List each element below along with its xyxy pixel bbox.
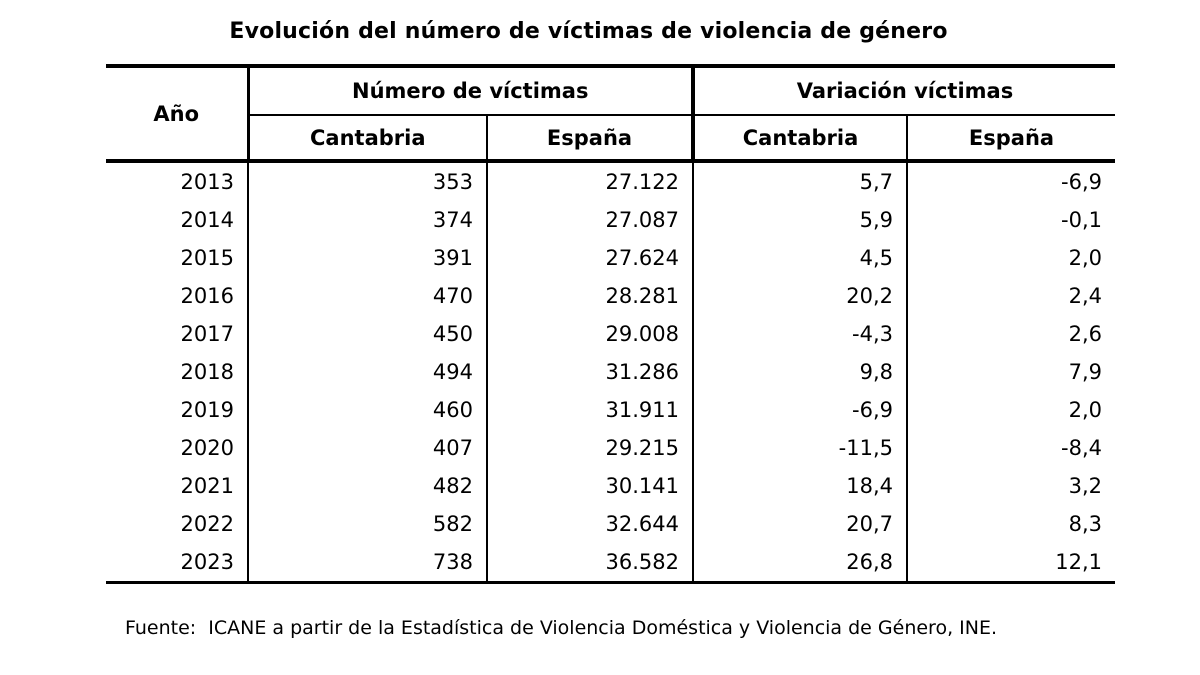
variacion-espana-cell: 3,2 — [907, 467, 1115, 505]
variacion-cantabria-cell: 9,8 — [693, 353, 907, 391]
variacion-cantabria-cell: 4,5 — [693, 239, 907, 277]
victims-table — [106, 64, 1115, 584]
table-row — [106, 467, 1115, 505]
table-header — [106, 66, 1115, 161]
variacion-espana-cell: 2,0 — [907, 239, 1115, 277]
variacion-espana-cell: 2,4 — [907, 277, 1115, 315]
variacion-cantabria-cell: -6,9 — [693, 391, 907, 429]
numero-espana-cell: 29.215 — [487, 429, 693, 467]
table-row — [106, 353, 1115, 391]
variacion-espana-cell: 7,9 — [907, 353, 1115, 391]
numero-espana-cell: 27.624 — [487, 239, 693, 277]
variacion-espana-cell: 2,6 — [907, 315, 1115, 353]
numero-cantabria-cell: 470 — [432, 284, 473, 308]
variacion-espana-cell: -0,1 — [907, 201, 1115, 239]
variacion-espana-cell: 2,0 — [907, 391, 1115, 429]
year-cell: 2019 — [106, 391, 248, 429]
numero-cantabria-cell: 407 — [432, 436, 473, 460]
numero-cantabria-cell: 450 — [432, 322, 473, 346]
subheader-variacion-cantabria: Cantabria — [693, 115, 907, 161]
numero-cantabria-cell: 738 — [432, 550, 473, 574]
chart-title: Evolución del número de víctimas de violencia de género — [229, 19, 948, 44]
variacion-cantabria-cell: -11,5 — [693, 429, 907, 467]
variacion-espana-cell: 8,3 — [907, 505, 1115, 543]
numero-cantabria-cell: 482 — [432, 474, 473, 498]
numero-espana-cell: 31.286 — [487, 353, 693, 391]
year-cell: 2021 — [106, 467, 248, 505]
numero-espana-cell: 27.087 — [487, 201, 693, 239]
header-group-numero-victimas: Número de víctimas — [248, 66, 693, 115]
numero-cantabria-cell: 582 — [432, 512, 473, 536]
numero-cantabria-cell: 460 — [432, 398, 473, 422]
subheader-numero-cantabria: Cantabria — [248, 115, 487, 161]
numero-cantabria-cell: 494 — [432, 360, 473, 384]
year-cell: 2014 — [106, 201, 248, 239]
table-row — [106, 391, 1115, 429]
year-cell: 2022 — [106, 505, 248, 543]
table-row — [106, 277, 1115, 315]
source-note: Fuente: ICANE a partir de la Estadística de Violencia Doméstica y Violencia de Género, INE. — [125, 617, 998, 639]
year-cell: 2020 — [106, 429, 248, 467]
year-cell: 2023 — [106, 543, 248, 583]
table-body — [106, 161, 1115, 583]
year-cell: 2018 — [106, 353, 248, 391]
year-cell: 2013 — [106, 161, 248, 201]
numero-espana-cell: 36.582 — [487, 543, 693, 583]
table-row — [106, 543, 1115, 583]
year-cell: 2017 — [106, 315, 248, 353]
numero-cantabria-cell: 374 — [432, 208, 473, 232]
table-row — [106, 429, 1115, 467]
numero-espana-cell: 31.911 — [487, 391, 693, 429]
variacion-cantabria-cell: 26,8 — [693, 543, 907, 583]
subheader-variacion-espana: España — [907, 115, 1115, 161]
variacion-cantabria-cell: 18,4 — [693, 467, 907, 505]
numero-cantabria-cell: 353 — [432, 170, 473, 194]
table-row — [106, 505, 1115, 543]
variacion-espana-cell: -8,4 — [907, 429, 1115, 467]
table-row — [106, 161, 1115, 201]
variacion-espana-cell: 12,1 — [907, 543, 1115, 583]
table-row — [106, 201, 1115, 239]
header-group-variacion-victimas: Variación víctimas — [693, 66, 1115, 115]
variacion-cantabria-cell: 5,7 — [693, 161, 907, 201]
header-year: Año — [106, 66, 248, 161]
year-cell: 2016 — [106, 277, 248, 315]
variacion-cantabria-cell: 5,9 — [693, 201, 907, 239]
numero-cantabria-cell: 391 — [432, 246, 473, 270]
numero-espana-cell: 27.122 — [487, 161, 693, 201]
table-row — [106, 315, 1115, 353]
table-row — [106, 239, 1115, 277]
variacion-cantabria-cell: 20,7 — [693, 505, 907, 543]
variacion-cantabria-cell: -4,3 — [693, 315, 907, 353]
subheader-numero-espana: España — [487, 115, 693, 161]
variacion-espana-cell: -6,9 — [907, 161, 1115, 201]
numero-espana-cell: 29.008 — [487, 315, 693, 353]
numero-espana-cell: 30.141 — [487, 467, 693, 505]
year-cell: 2015 — [106, 239, 248, 277]
variacion-cantabria-cell: 20,2 — [693, 277, 907, 315]
numero-espana-cell: 28.281 — [487, 277, 693, 315]
numero-espana-cell: 32.644 — [487, 505, 693, 543]
